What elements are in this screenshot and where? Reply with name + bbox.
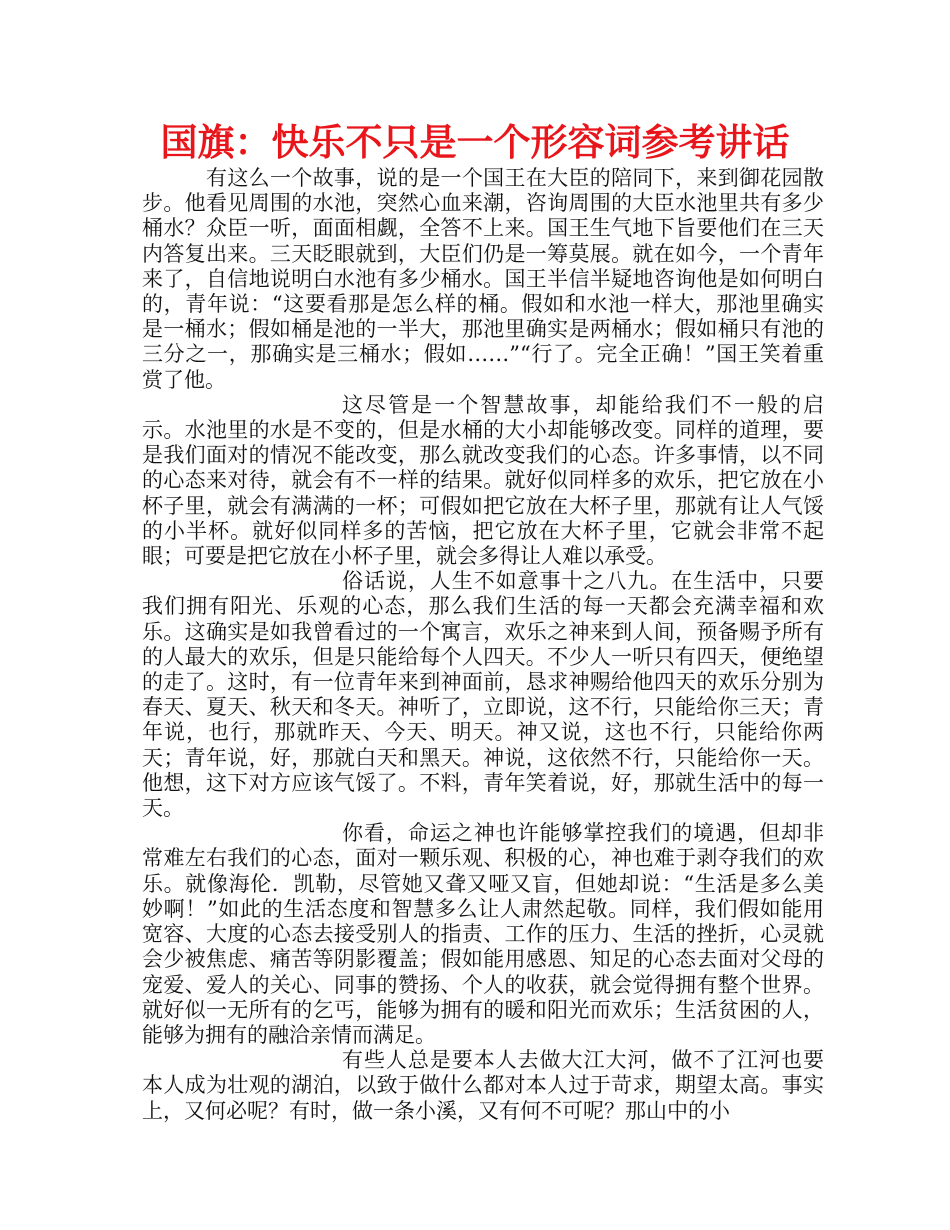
paragraph-5: 有些人总是要本人去做大江大河，做不了江河也要本人成为壮观的湖泊，以致于做什么都对本人过于苛求，期望太高。事实上，又何必呢？有时，做一条小溪，又有何不可呢？那山中的小 — [142, 1048, 824, 1123]
paragraph-4: 你看，命运之神也许能够掌控我们的境遇，但却非常难左右我们的心态，面对一颗乐观、积极的心，神也难于剥夺我们的欢乐。就像海伦．凯勒，尽管她又聋又哑又盲，但她却说：“生活是多么美妙啊！”如此的生活态度和智慧多么让人肃然起敬。同样，我们假如能用宽容、大度的心态去接受别人的指责、工作的压力、生活的挫折，心灵就会少被焦虑、痛苦等阴影覆盖；假如能用感恩、知足的心态去面对父母的宠爱、爱人的关心、同事的赞扬、个人的收获，就会觉得拥有整个世界。就好似一无所有的乞丐，能够为拥有的暖和阳光而欢乐；生活贫困的人，能够为拥有的融洽亲情而满足。 — [142, 821, 824, 1047]
document-title: 国旗：快乐不只是一个形容词参考讲话 — [160, 121, 790, 164]
paragraph-1: 有这么一个故事，说的是一个国王在大臣的陪同下，来到御花园散步。他看见周围的水池，突然心血来潮，咨询周围的大臣水池里共有多少桶水？众臣一听，面面相觑，全答不上来。国王生气地下旨要他们在三天内答复出来。三天眨眼就到，大臣们仍是一筹莫展。就在如今，一个青年来了，自信地说明白水池有多少桶水。国王半信半疑地咨询他是如何明白的，青年说：“这要看那是怎么样的桶。假如和水池一样大，那池里确实是一桶水；假如桶是池的一半大，那池里确实是两桶水；假如桶只有池的三分之一，那确实是三桶水；假如……”“行了。完全正确！”国王笑着重赏了他。 — [142, 166, 824, 392]
paragraph-2: 这尽管是一个智慧故事，却能给我们不一般的启示。水池里的水是不变的，但是水桶的大小却能够改变。同样的道理，要是我们面对的情况不能改变，那么就改变我们的心态。许多事情，以不同的心态来对待，就会有不一样的结果。就好似同样多的欢乐，把它放在小杯子里，就会有满满的一杯；可假如把它放在大杯子里，那就有让人气馁的小半杯。就好似同样多的苦恼，把它放在大杯子里，它就会非常不起眼；可要是把它放在小杯子里，就会多得让人难以承受。 — [142, 392, 824, 569]
document-body — [142, 166, 824, 1124]
paragraph-3: 俗话说，人生不如意事十之八九。在生活中，只要我们拥有阳光、乐观的心态，那么我们生活的每一天都会充满幸福和欢乐。这确实是如我曾看过的一个寓言，欢乐之神来到人间，预备赐予所有的人最大的欢乐，但是只能给每个人四天。不少人一听只有四天，便绝望的走了。这时，有一位青年来到神面前，恳求神赐给他四天的欢乐分别为春天、夏天、秋天和冬天。神听了，立即说，这不行，只能给你三天；青年说，也行，那就昨天、今天、明天。神又说，这也不行，只能给你两天；青年说，好，那就白天和黑天。神说，这依然不行，只能给你一天。他想，这下对方应该气馁了。不料，青年笑着说，好，那就生活中的每一天。 — [142, 569, 824, 821]
